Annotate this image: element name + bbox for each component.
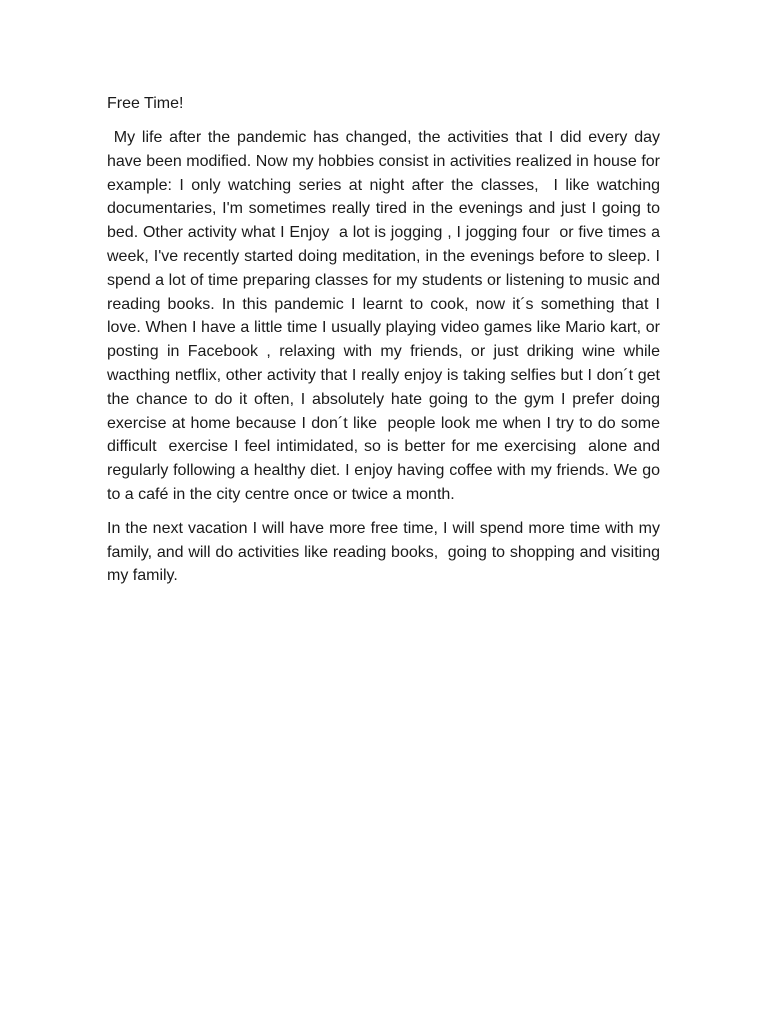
document-page — [107, 92, 665, 598]
paragraph-next-vacation: In the next vacation I will have more free time, I will spend more time with my family, and will do activities like reading books, going to shopping and visiting my family. — [107, 519, 665, 585]
paragraph-pandemic-hobbies: My life after the pandemic has changed, the activities that I did every day have been modified. Now my hobbies consist in activities realized in house for example: I only watching series at night after the classes, I like watching documentaries, I'm sometimes really tired in the evenings and just I going to bed. Other activity what I Enjoy a lot is jogging , I jogging four or five times a week, I've recently started doing meditation, in the evenings before to sleep. I spend a lot of time preparing classes for my students or listening to music and reading books. In this pandemic I learnt to cook, now it´s something that I love. When I have a little time I usually playing video games like Mario kart, or posting in Facebook , relaxing with my friends, or just driking wine while wacthing netflix, other activity that I really enjoy is taking selfies but I don´t get the chance to do it often, I absolutely hate going to the gym I prefer doing exercise at home because I don´t like people look me when I try to do some difficult exercise I feel intimidated, so is better for me exercising alone and regularly following a healthy diet. I enjoy having coffee with my friends. We go to a café in the city centre once or twice a month. — [107, 129, 665, 503]
document-title: Free Time! — [107, 95, 184, 112]
